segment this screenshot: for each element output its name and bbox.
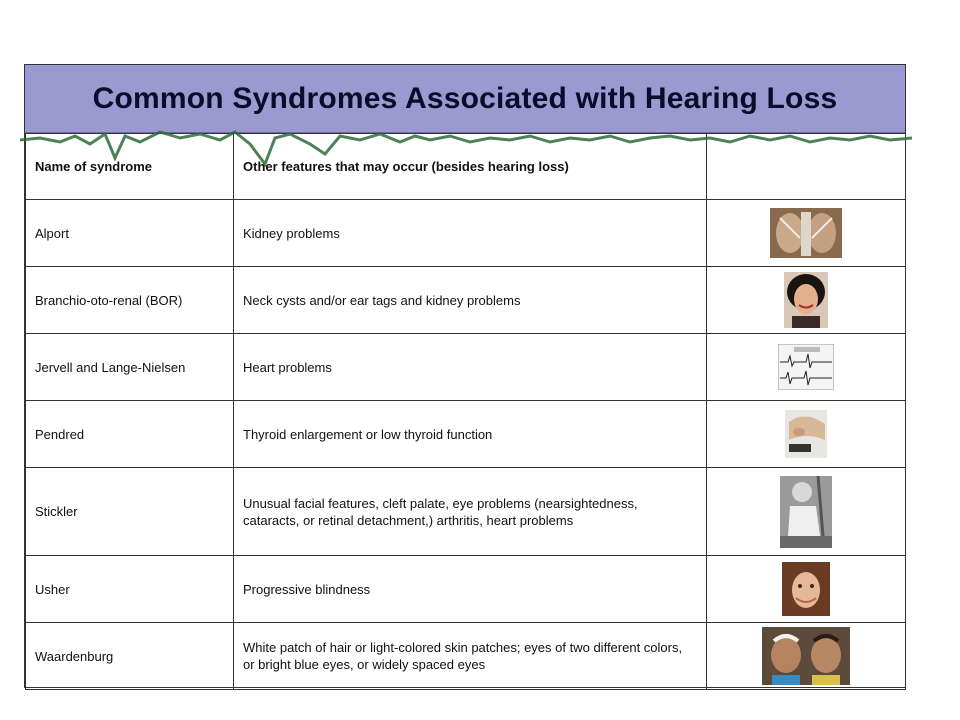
image-cell — [707, 401, 906, 468]
table-row — [26, 200, 906, 267]
title-bar — [25, 65, 905, 133]
image-cell — [707, 267, 906, 334]
syndrome-features: Kidney problems — [234, 200, 707, 267]
header-name: Name of syndrome — [26, 134, 234, 200]
syndrome-name: Jervell and Lange-Nielsen — [26, 334, 234, 401]
woman-face-photo-icon — [782, 562, 830, 616]
table-row — [26, 267, 906, 334]
syndrome-features: Unusual facial features, cleft palate, eye problems (nearsightedness, cataracts, or retinal detachment,) arthritis, heart problems — [234, 468, 707, 556]
table-row — [26, 334, 906, 401]
child-photo-icon — [780, 476, 832, 548]
syndrome-name: Branchio-oto-renal (BOR) — [26, 267, 234, 334]
ecg-chart-icon — [778, 344, 834, 390]
page-title: Common Syndromes Associated with Hearing Loss — [92, 81, 838, 115]
table-row — [26, 468, 906, 556]
header-features: Other features that may occur (besides hearing loss) — [234, 134, 707, 200]
header-image — [707, 134, 906, 200]
image-cell — [707, 623, 906, 690]
table-row — [26, 623, 906, 690]
syndrome-name: Stickler — [26, 468, 234, 556]
woman-portrait-photo-icon — [784, 272, 828, 328]
syndrome-features: Neck cysts and/or ear tags and kidney problems — [234, 267, 707, 334]
image-cell — [707, 334, 906, 401]
syndrome-name: Pendred — [26, 401, 234, 468]
syndromes-table — [25, 133, 906, 690]
syndrome-features: Thyroid enlargement or low thyroid function — [234, 401, 707, 468]
image-cell — [707, 200, 906, 267]
image-cell — [707, 468, 906, 556]
slide — [24, 64, 906, 688]
table-header-row — [26, 134, 906, 200]
kidney-anatomy-photo-icon — [770, 208, 842, 258]
syndrome-features: White patch of hair or light-colored skin patches; eyes of two different colors, or bright blue eyes, or widely spaced eyes — [234, 623, 707, 690]
syndrome-name: Usher — [26, 556, 234, 623]
syndrome-features: Heart problems — [234, 334, 707, 401]
table-row — [26, 401, 906, 468]
table-row — [26, 556, 906, 623]
syndrome-features: Progressive blindness — [234, 556, 707, 623]
image-cell — [707, 556, 906, 623]
thyroid-neck-photo-icon — [785, 410, 827, 458]
two-children-photo-icon — [762, 627, 850, 685]
syndrome-name: Alport — [26, 200, 234, 267]
syndrome-name: Waardenburg — [26, 623, 234, 690]
